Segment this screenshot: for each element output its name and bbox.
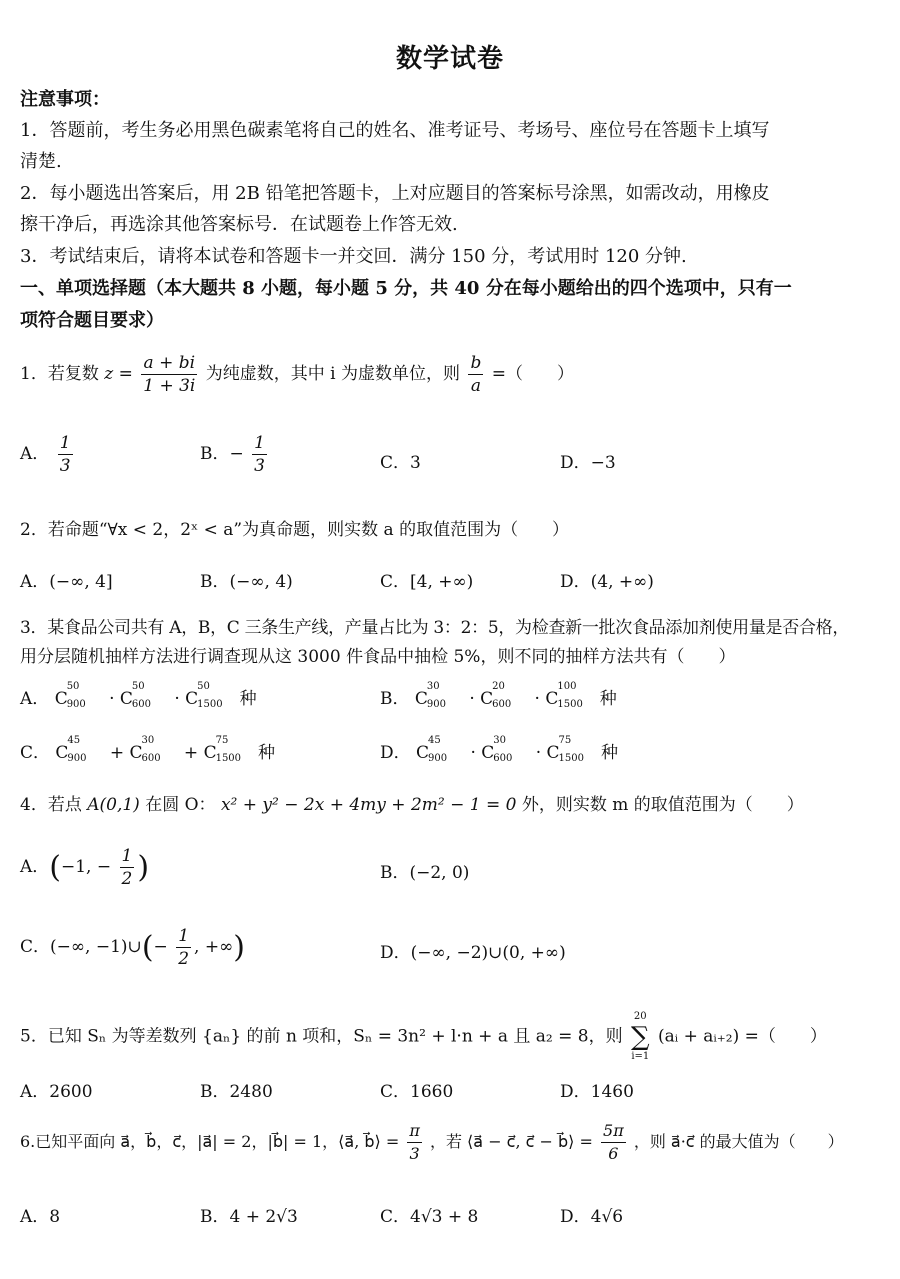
right-paren-icon: ) (137, 850, 150, 885)
notice-heading: 注意事项： (20, 89, 110, 110)
frac-num: 5π (601, 1120, 626, 1143)
combination-sup: 30 (141, 735, 155, 746)
combination-symbol: C (545, 689, 559, 709)
combination-sub: 1500 (215, 753, 242, 764)
q1-fraction-2 (468, 352, 483, 397)
q5-option-a: A．2600 (20, 1082, 93, 1102)
q4-text-a: 4．若点 (20, 795, 82, 815)
frac-den: 2 (178, 949, 190, 969)
option-label: A． (20, 444, 50, 464)
unit-label: 种 (600, 743, 618, 763)
q3-option-c (20, 735, 275, 764)
combination-symbol: C (203, 743, 217, 763)
interval-left: −1, − (61, 857, 112, 877)
combination-term (185, 681, 232, 710)
question-4 (20, 790, 880, 815)
q4-point: A(0,1) (87, 795, 140, 815)
notice-line: 3．考试结束后，请将本试卷和答题卡一并交回．满分 150 分，考试用时 120 分钟. (20, 246, 687, 267)
page-title: 数学试卷 (395, 44, 504, 74)
question-1 (20, 352, 880, 397)
q6-option-a: A．8 (20, 1207, 61, 1227)
q4-c-fraction (176, 925, 191, 970)
notice-line: 擦干净后，再选涂其他答案标号．在试题卷上作答无效. (20, 214, 458, 235)
frac-num: π (407, 1120, 422, 1143)
unit-label: 种 (239, 689, 257, 709)
q3-option-a (20, 681, 257, 710)
combination-symbol: C (481, 743, 495, 763)
q2-option-b: B．(−∞, 4) (200, 572, 293, 592)
left-paren-icon: ( (141, 930, 154, 965)
option-label: C． (20, 743, 51, 763)
q1-frac2-den: a (470, 376, 481, 396)
combination-symbol: C (119, 689, 133, 709)
combination-term (480, 681, 527, 710)
combination-sup: 50 (66, 681, 80, 692)
combination-term (203, 735, 251, 764)
combination-symbol: C (546, 743, 560, 763)
q2-option-a: A．(−∞, 4] (20, 572, 113, 592)
combination-term (55, 735, 102, 764)
combination-symbol: C (416, 743, 430, 763)
frac-num: 1 (178, 926, 190, 946)
q1-z: z = (104, 364, 133, 384)
combination-term (129, 735, 177, 764)
sum-lower: i=1 (631, 1051, 650, 1062)
unit-label: 种 (258, 743, 275, 763)
q1-option-b (200, 432, 270, 477)
combination-sub: 900 (428, 753, 448, 764)
interval-right: , +∞ (194, 937, 234, 957)
q1-frac-den: 1 + 3i (143, 376, 196, 396)
combination-sup: 75 (215, 735, 229, 746)
combination-symbol: C (54, 689, 68, 709)
q6-fraction-1 (407, 1120, 422, 1165)
q6-text-b: ，若 ⟨a⃗ − c⃗, c⃗ − b⃗⟩ = (429, 1132, 593, 1151)
operator: · (103, 689, 120, 709)
combination-term (545, 681, 592, 710)
q1-option-a (20, 432, 76, 477)
combination-sup: 20 (492, 681, 505, 692)
frac-den: 3 (59, 456, 71, 476)
combination-sub: 1500 (557, 699, 583, 710)
q4-option-b: B．(−2, 0) (380, 863, 470, 883)
q4-text-c: 外，则实数 m 的取值范围为（ ） (521, 795, 804, 815)
combination-sub: 900 (67, 753, 87, 764)
q3-option-d (380, 735, 618, 764)
combination-term (481, 735, 528, 764)
q2-option-d: D．(4, +∞) (560, 572, 654, 592)
frac-den: 3 (254, 456, 265, 476)
q6-text-c: ，则 a⃗·c⃗ 的最大值为（ ） (633, 1132, 844, 1151)
q5-option-d: D．1460 (560, 1082, 634, 1102)
combination-expression (55, 735, 252, 764)
option-label: C． (20, 937, 51, 957)
question-5 (20, 1010, 880, 1064)
q1-a-fraction (58, 432, 73, 477)
combination-term (546, 735, 594, 764)
option-label: A． (20, 857, 50, 877)
question-3-line-2: 用分层随机抽样方法进行调查现从这 3000 件食品中抽检 5%，则不同的抽样方法共有（ ） (20, 647, 736, 667)
combination-symbol: C (414, 689, 428, 709)
option-label: A． (20, 689, 50, 709)
section-heading: 一、单项选择题（本大题共 8 小题，每小题 5 分，共 40 分在每小题给出的四个选项中，只有一 (20, 278, 792, 299)
operator: · (463, 689, 481, 709)
combination-sub: 600 (492, 699, 512, 710)
interval-left: (−∞, −1)∪ (50, 937, 142, 957)
q1-fraction (141, 352, 197, 397)
combination-symbol: C (185, 689, 199, 709)
q1-prefix: 1．若复数 (20, 364, 99, 384)
minus-sign: − (153, 937, 168, 957)
combination-sub: 600 (141, 753, 161, 764)
combination-sup: 30 (426, 681, 440, 692)
q6-option-b: B．4 + 2√3 (200, 1207, 298, 1227)
combination-sup: 30 (493, 735, 507, 746)
combination-sup: 75 (558, 735, 572, 746)
combination-sup: 45 (67, 735, 81, 746)
right-paren-icon: ) (233, 930, 245, 965)
notice-line: 2．每小题选出答案后，用 2B 铅笔把答题卡，上对应题目的答案标号涂黑，如需改动，用橡皮 (20, 183, 770, 204)
operator: + (178, 743, 204, 763)
frac-den: 2 (121, 869, 133, 889)
option-label: D． (380, 743, 411, 763)
q5-option-c: C．1660 (380, 1082, 454, 1102)
combination-sup: 45 (428, 735, 441, 746)
q1-option-c: C．3 (380, 453, 421, 473)
q1-frac-num: a + bi (141, 352, 197, 375)
combination-sup: 50 (131, 681, 145, 692)
operator: + (104, 743, 130, 763)
frac-num: 1 (254, 433, 265, 453)
frac-num: 1 (59, 433, 71, 453)
sum-upper: 20 (633, 1011, 647, 1022)
q5-option-b: B．2480 (200, 1082, 273, 1102)
combination-sub: 900 (426, 699, 446, 710)
combination-symbol: C (129, 743, 143, 763)
section-heading-cont: 项符合题目要求） (20, 310, 164, 331)
q4-text-b: 在圆 O： (145, 795, 216, 815)
q5-sum-body: (aᵢ + aᵢ₊₂) =（ ） (657, 1026, 827, 1047)
notice-line: 1．答题前，考生务必用黑色碳素笔将自己的姓名、准考证号、考场号、座位号在答题卡上填写 (20, 120, 770, 141)
frac-den: 3 (409, 1144, 420, 1163)
q1-suffix: =（ ） (491, 364, 574, 384)
q6-text-a: 6.已知平面向 a⃗，b⃗，c⃗，|a⃗| = 2，|b⃗| = 1，⟨a⃗, b⃗⟩ = (20, 1132, 400, 1151)
q4-a-fraction (120, 845, 135, 890)
q5-text: 5．已知 Sₙ 为等差数列 {aₙ} 的前 n 项和，Sₙ = 3n² + l·n + a 且 a₂ = 8，则 (20, 1026, 623, 1047)
combination-sup: 100 (557, 681, 577, 692)
combination-sup: 50 (197, 681, 210, 692)
q6-option-d: D．4√6 (560, 1207, 624, 1227)
combination-term (54, 681, 102, 710)
combination-expression (414, 681, 594, 710)
combination-sub: 1500 (197, 699, 223, 710)
combination-sub: 900 (66, 699, 86, 710)
notice-line: 清楚. (20, 151, 62, 172)
combination-term (119, 681, 167, 710)
combination-sub: 600 (131, 699, 152, 710)
q4-option-c (20, 925, 245, 970)
q6-option-c: C．4√3 + 8 (380, 1207, 479, 1227)
option-label: B． (380, 689, 410, 709)
frac-den: 6 (608, 1144, 619, 1163)
question-3-line-1: 3．某食品公司共有 A，B，C 三条生产线，产量占比为 3：2：5，为检查新一批次食品添加剂使用量是否合格， (20, 618, 850, 638)
q1-b-fraction (252, 432, 267, 477)
operator: · (529, 689, 546, 709)
left-paren-icon: ( (49, 850, 61, 885)
combination-expression (416, 735, 595, 764)
combination-sub: 1500 (558, 753, 584, 764)
q4-option-a (20, 845, 149, 890)
combination-expression (54, 681, 234, 710)
option-label: B． (200, 444, 230, 464)
q4-equation: x² + y² − 2x + 4my + 2m² − 1 = 0 (220, 795, 517, 815)
operator: · (465, 743, 482, 763)
unit-label: 种 (599, 689, 617, 709)
operator: · (530, 743, 547, 763)
combination-symbol: C (480, 689, 494, 709)
q2-option-c: C．[4, +∞) (380, 572, 474, 592)
q1-mid: 为纯虚数，其中 i 为虚数单位，则 (205, 364, 461, 384)
q3-option-b (380, 681, 617, 710)
combination-term (414, 681, 462, 710)
operator: · (168, 689, 186, 709)
q1-option-d: D．−3 (560, 453, 616, 473)
sigma-icon: 20 ∑ i=1 (631, 1011, 650, 1062)
q1-frac2-num: b (470, 353, 482, 373)
q4-option-d: D．(−∞, −2)∪(0, +∞) (380, 943, 566, 963)
frac-num: 1 (121, 846, 133, 866)
question-2: 2．若命题“∀x < 2，2ˣ < a”为真命题，则实数 a 的取值范围为（ ） (20, 520, 570, 540)
q6-fraction-2 (601, 1120, 626, 1165)
question-6 (20, 1120, 880, 1165)
minus-sign: − (229, 444, 244, 464)
combination-symbol: C (55, 743, 69, 763)
combination-term (416, 735, 463, 764)
combination-sub: 600 (493, 753, 513, 764)
